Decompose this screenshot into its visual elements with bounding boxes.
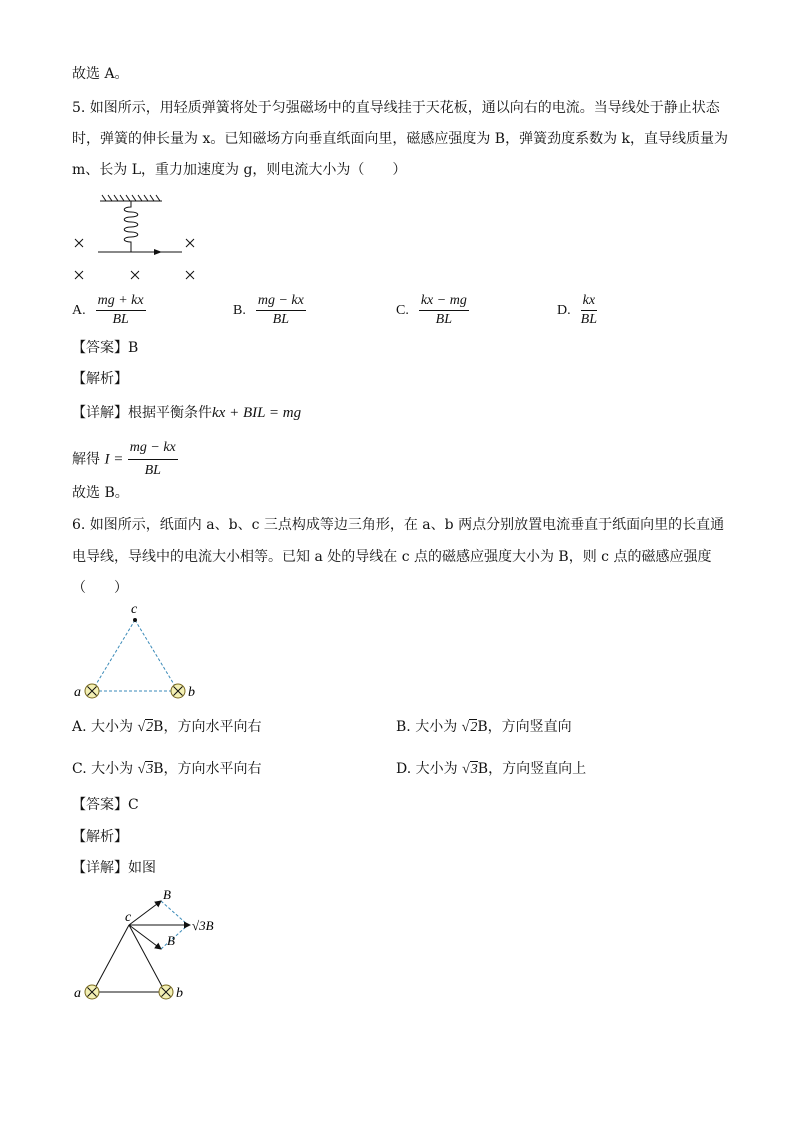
vector-b2-label: B [167,933,175,948]
q6-stem-line-1: 6. 如图所示，纸面内 a、b、c 三点构成等边三角形，在 a、b 两点分别放置电流垂直于纸面向里的长直通 [72,517,725,533]
resultant-label: √3B [192,918,214,933]
q5-spring-wire-figure [70,190,205,285]
q6-analysis-heading: 【解析】 [72,829,128,845]
q6-detail: 【详解】如图 [72,860,156,876]
previous-conclusion: 故选 A。 [72,66,129,82]
q6-option-a[interactable]: A. 大小为 √2B，方向水平向右 [72,719,262,735]
label-a: a [74,685,81,700]
q6-stem-line-2: 电导线，导线中的电流大小相等。已知 a 处的导线在 c 点的磁感应强度大小为 B，则 c 点的磁感应强度 [72,549,712,565]
wire-b-into-page-icon [171,684,185,698]
q5-balance-equation: kx + BIL = mg [212,405,302,421]
vector-b1-label: B [163,887,171,902]
q5-solution: 解得 I = $\frac{mg - kx}{BL}$ [72,440,176,478]
label-b: b [188,685,195,700]
q6-vector-figure [70,884,230,1004]
wire-a-into-page-icon [85,684,99,698]
q5-option-b[interactable]: B. $\frac{mg - kx}{BL}$ [233,293,304,327]
triangle-dashed-sides [92,620,178,691]
q5-option-c[interactable]: C. $\frac{kx - mg}{BL}$ [396,293,467,327]
magnetic-field-cross-marks [75,239,194,279]
q5-analysis-heading: 【解析】 [72,371,128,387]
q5-answer: 【答案】B [72,340,139,356]
label-c: c [131,602,138,617]
q5-option-d[interactable]: D. $\frac{kx}{BL}$ [557,293,598,327]
label-a: a [74,986,81,1001]
current-arrow [154,249,162,255]
label-b: b [176,986,183,1001]
triangle-sides [93,925,165,992]
q6-stem-line-3: （ ） [72,580,128,596]
q5-conclusion: 故选 B。 [72,485,129,501]
q6-option-d[interactable]: D. 大小为 √3B，方向竖直向上 [396,761,587,777]
q6-answer: 【答案】C [72,797,139,813]
vector-b1-arrow [129,901,161,925]
point-c-dot [133,618,137,622]
spring [124,201,138,252]
vector-b2-arrow [129,925,161,949]
q6-option-c[interactable]: C. 大小为 √3B，方向水平向右 [72,761,262,777]
q5-stem-line-1: 5. 如图所示，用轻质弹簧将处于匀强磁场中的直导线挂于天花板，通以向右的电流。当导线处于静止状态 [72,100,720,116]
wire-b-into-page-icon [159,985,173,999]
label-c: c [125,910,132,925]
wire-a-into-page-icon [85,985,99,999]
q6-option-b[interactable]: B. 大小为 √2B，方向竖直向 [396,719,572,735]
q5-stem-line-3: m、长为 L，重力加速度为 g，则电流大小为（ ） [72,162,407,178]
q5-option-a[interactable]: A. $\frac{mg + kx}{BL}$ [72,293,144,327]
ceiling-hatch [100,195,162,201]
q6-triangle-figure [70,598,210,703]
q5-detail: 【详解】根据平衡条件kx + BIL = mg [72,405,302,421]
q5-stem-line-2: 时，弹簧的伸长量为 x。已知磁场方向垂直纸面向里，磁感应强度为 B，弹簧劲度系数为 k，直导线质量为 [72,131,729,147]
